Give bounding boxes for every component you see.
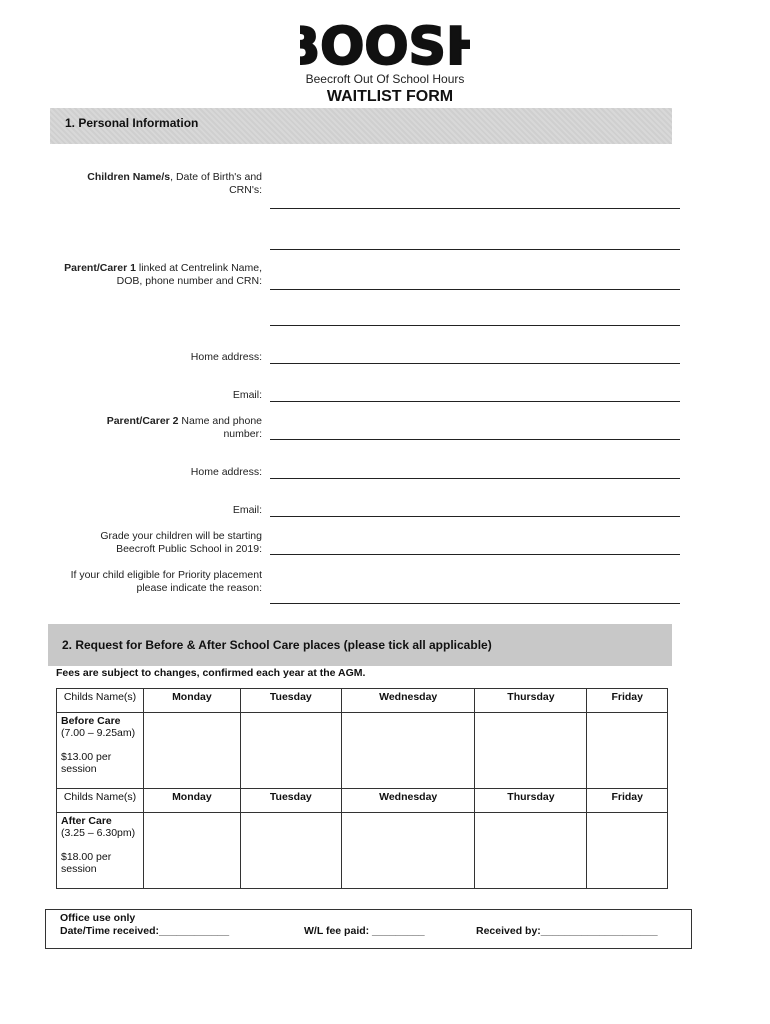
parent1-line-2[interactable] xyxy=(270,325,680,326)
day-header: Friday xyxy=(587,689,668,713)
after-care-friday-cell[interactable] xyxy=(587,813,668,889)
before-care-row xyxy=(57,713,668,789)
email-line-1[interactable] xyxy=(270,401,680,402)
received-by[interactable]: Received by:____________________ xyxy=(476,925,658,937)
office-use-box xyxy=(45,909,692,949)
priority-line[interactable] xyxy=(270,603,680,604)
before-care-price: $13.00 per session xyxy=(61,751,112,775)
after-care-thursday-cell[interactable] xyxy=(475,813,587,889)
after-care-label: After Care xyxy=(61,815,112,827)
before-care-cell xyxy=(57,713,144,789)
email-line-2[interactable] xyxy=(270,516,680,517)
day-header: Thursday xyxy=(475,789,587,813)
before-care-time: (7.00 – 9.25am) xyxy=(61,727,136,739)
day-header: Monday xyxy=(144,789,241,813)
after-care-row xyxy=(57,813,668,889)
home-address-line-2[interactable] xyxy=(270,478,680,479)
before-care-header-row xyxy=(57,689,668,713)
email-label-2: Email: xyxy=(232,504,262,516)
svg-text:BOOSH: BOOSH xyxy=(300,17,470,72)
after-care-price: $18.00 per session xyxy=(61,851,112,875)
section-title: 1. Personal Information xyxy=(65,116,199,130)
boosh-logo xyxy=(300,12,470,72)
before-care-wednesday-cell[interactable] xyxy=(341,713,475,789)
children-label: Children Name/s, Date of Birth's and CRN's: xyxy=(87,171,262,196)
after-care-header-row xyxy=(57,789,668,813)
form-title: WAITLIST FORM xyxy=(326,88,454,105)
after-care-time: (3.25 – 6.30pm) xyxy=(61,827,136,839)
office-use-title: Office use only xyxy=(60,912,136,924)
date-time-received[interactable]: Date/Time received:____________ xyxy=(60,925,230,937)
before-care-monday-cell[interactable] xyxy=(144,713,241,789)
section-personal-info-header xyxy=(50,108,672,144)
day-header: Monday xyxy=(144,689,241,713)
logo-subtitle: Beecroft Out Of School Hours xyxy=(305,72,465,86)
day-header: Thursday xyxy=(475,689,587,713)
grade-line[interactable] xyxy=(270,554,680,555)
after-care-cell xyxy=(57,813,144,889)
day-header: Wednesday xyxy=(341,689,475,713)
home-address-label-1: Home address: xyxy=(190,351,262,363)
before-care-friday-cell[interactable] xyxy=(587,713,668,789)
day-header: Friday xyxy=(587,789,668,813)
wl-fee-paid[interactable]: W/L fee paid: _________ xyxy=(304,925,425,937)
before-care-label: Before Care xyxy=(61,715,121,727)
priority-label: If your child eligible for Priority placement please indicate the reason: xyxy=(70,569,262,594)
home-address-line-1[interactable] xyxy=(270,363,680,364)
care-table xyxy=(56,688,668,889)
parent2-line[interactable] xyxy=(270,439,680,440)
childs-name-header: Childs Name(s) xyxy=(57,689,144,713)
grade-label: Grade your children will be starting Beecroft Public School in 2019: xyxy=(100,530,262,555)
children-line-2[interactable] xyxy=(270,249,680,250)
parent1-label: Parent/Carer 1 linked at Centrelink Name, DOB, phone number and CRN: xyxy=(64,262,262,287)
parent2-label: Parent/Carer 2 Name and phone number: xyxy=(106,415,262,440)
parent1-line-1[interactable] xyxy=(270,289,680,290)
day-header: Tuesday xyxy=(240,789,341,813)
after-care-tuesday-cell[interactable] xyxy=(240,813,341,889)
home-address-label-2: Home address: xyxy=(190,466,262,478)
section-title: 2. Request for Before & After School Care places (please tick all applicable) xyxy=(62,638,492,652)
day-header: Wednesday xyxy=(341,789,475,813)
fees-note: Fees are subject to changes, confirmed each year at the AGM. xyxy=(56,667,366,679)
before-care-tuesday-cell[interactable] xyxy=(240,713,341,789)
section-care-request-header xyxy=(48,624,672,666)
childs-name-header: Childs Name(s) xyxy=(57,789,144,813)
after-care-wednesday-cell[interactable] xyxy=(341,813,475,889)
day-header: Tuesday xyxy=(240,689,341,713)
before-care-thursday-cell[interactable] xyxy=(475,713,587,789)
children-line-1[interactable] xyxy=(270,208,680,209)
email-label-1: Email: xyxy=(232,389,262,401)
after-care-monday-cell[interactable] xyxy=(144,813,241,889)
